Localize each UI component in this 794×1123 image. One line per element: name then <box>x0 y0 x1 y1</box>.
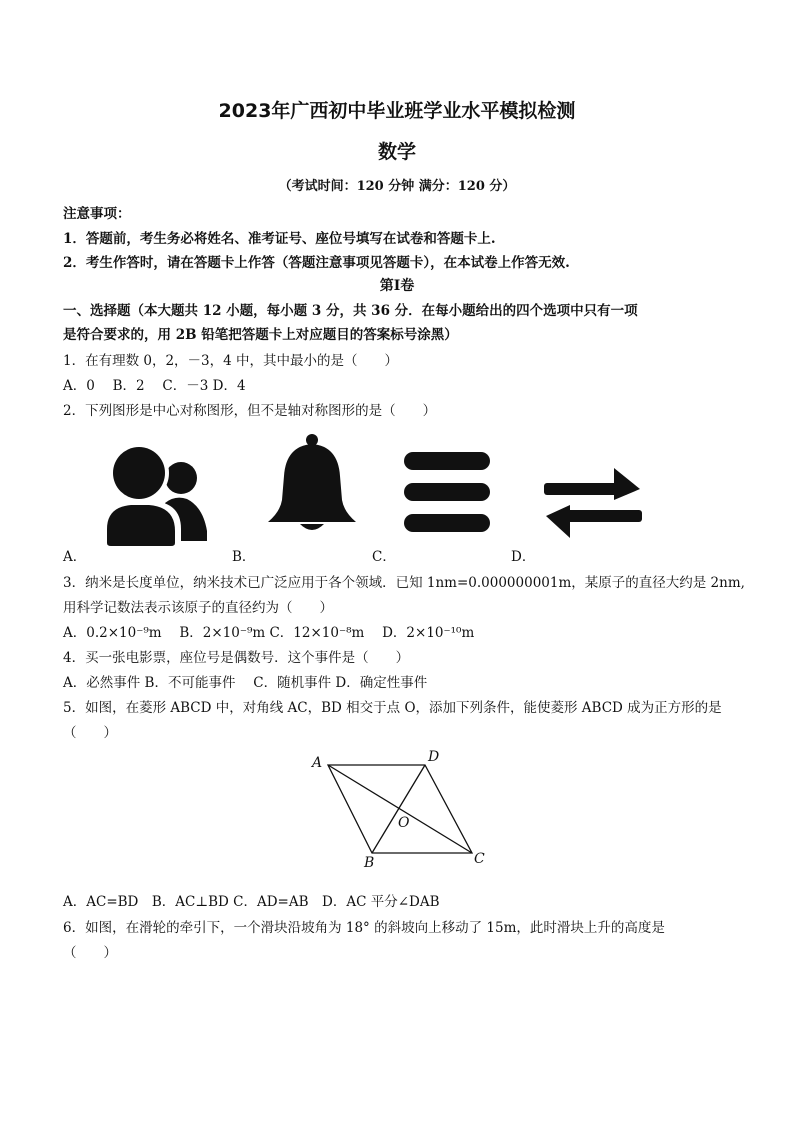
q2-option-a-label: A． <box>63 549 87 565</box>
notes-heading: 注意事项： <box>63 206 131 222</box>
center-label-o: O <box>398 815 410 831</box>
vertex-label-d: D <box>428 749 440 765</box>
note-item-2: 2．考生作答时，请在答题卡上作答（答题注意事项见答题卡），在本试卷上作答无效. <box>63 255 570 271</box>
q1-options: A．0 B．2 C．－3 D．4 <box>63 378 246 394</box>
menu-bars-icon <box>400 450 495 535</box>
q1-stem: 1．在有理数 0，2，－3，4 中，其中最小的是（ ） <box>63 353 399 369</box>
swap-arrows-icon <box>540 460 650 545</box>
exam-subject: 数学 <box>377 141 416 163</box>
q2-option-c-label: C． <box>372 549 396 565</box>
q3-options: A．0.2×10⁻⁹m B．2×10⁻⁹m C．12×10⁻⁸m D．2×10⁻¹⁰m <box>63 625 475 641</box>
q3-stem-line2: 用科学记数法表示该原子的直径约为（ ） <box>63 600 333 616</box>
note-item-1: 1．答题前，考生务必将姓名、准考证号、座位号填写在试卷和答题卡上. <box>63 231 496 247</box>
q6-stem-line1: 6．如图，在滑轮的牵引下，一个滑块沿坡角为 18° 的斜坡向上移动了 15m，此时滑块上升的高度是 <box>63 920 665 936</box>
exam-meta: （考试时间：120 分钟 满分：120 分） <box>278 179 516 194</box>
q6-stem-line2: （ ） <box>63 945 117 961</box>
q5-options: A．AC=BD B．AC⊥BD C．AD=AB D．AC 平分∠DAB <box>63 894 440 910</box>
vertex-label-a: A <box>312 755 323 771</box>
section-intro-line2: 是符合要求的，用 2B 铅笔把答题卡上对应题目的答案标号涂黑） <box>63 327 458 343</box>
q4-stem: 4．买一张电影票，座位号是偶数号．这个事件是（ ） <box>63 650 410 666</box>
q5-stem-line1: 5．如图，在菱形 ABCD 中，对角线 AC，BD 相交于点 O，添加下列条件，能使菱形 ABCD 成为正方形的是 <box>63 700 722 716</box>
vertex-label-c: C <box>474 851 485 867</box>
q2-option-d-label: D． <box>511 549 536 565</box>
bell-icon <box>262 432 362 542</box>
section-title: 第Ⅰ卷 <box>379 278 415 294</box>
section-intro-line1: 一、选择题（本大题共 12 小题，每小题 3 分，共 36 分．在每小题给出的四个选项中只有一项 <box>63 303 638 319</box>
vertex-label-b: B <box>364 855 375 870</box>
q5-stem-line2: （ ） <box>63 725 117 741</box>
q2-option-b-label: B． <box>232 549 256 565</box>
rhombus-figure <box>300 745 500 870</box>
q4-options: A．必然事件 B．不可能事件 C．随机事件 D．确定性事件 <box>63 675 428 691</box>
exam-title: 2023年广西初中毕业班学业水平模拟检测 <box>218 100 576 122</box>
q3-stem-line1: 3．纳米是长度单位，纳米技术已广泛应用于各个领域．已知 1nm=0.000000001m，某原子的直径大约是 2nm, <box>63 575 745 591</box>
user-group-icon <box>95 435 215 550</box>
q2-stem: 2．下列图形是中心对称图形，但不是轴对称图形的是（ ） <box>63 403 437 419</box>
